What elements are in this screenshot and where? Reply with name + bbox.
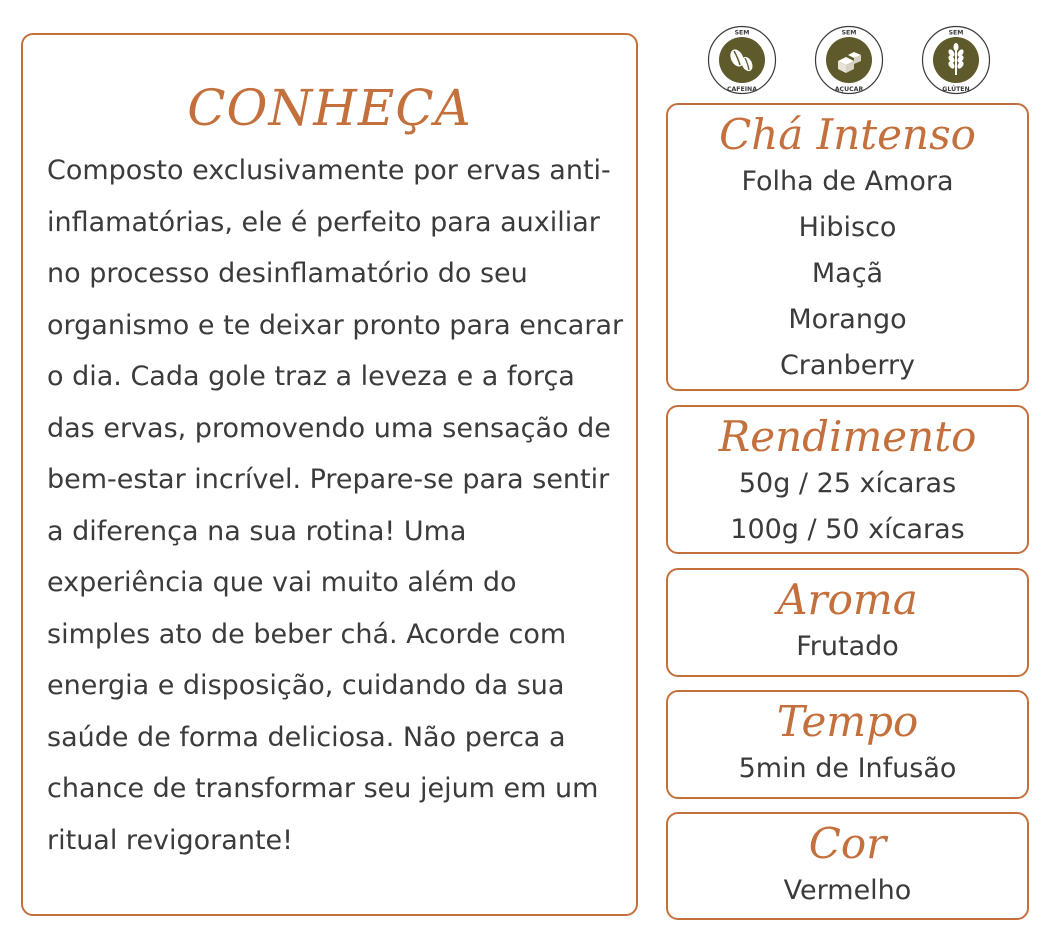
gluten-free-badge xyxy=(921,25,991,95)
yield-title: Rendimento xyxy=(718,412,977,461)
svg-text:SEM: SEM xyxy=(948,29,964,37)
ingredients-title: Chá Intenso xyxy=(719,110,976,159)
sugar-cube-icon xyxy=(814,25,884,95)
yield-card xyxy=(666,405,1029,554)
ingredient-item: Cranberry xyxy=(779,350,916,381)
aroma-card xyxy=(666,568,1029,677)
description-text: Composto exclusivamente por ervas anti-inflamatórias, ele é perfeito para auxiliar no processo desinflamatório do seu organismo e te deixar pronto para encarar o dia. Cada gole traz a leveza e a força das ervas, promovendo uma sensação de bem-estar incrível. Prepare-se para sentir a diferença na sua rotina! Uma experiência que vai muito além do simples ato de beber chá. Acorde com energia e disposição, cuidando da sua saúde de forma deliciosa. Não perca a chance de transformar seu jejum em um ritual revigorante! xyxy=(47,155,624,856)
ingredient-item: Maçã xyxy=(811,258,884,289)
ingredient-item: Morango xyxy=(788,304,907,335)
wheat-icon xyxy=(921,25,991,95)
svg-text:SEM: SEM xyxy=(841,29,857,37)
svg-text:SEM: SEM xyxy=(734,29,750,37)
yield-item: 100g / 50 xícaras xyxy=(730,514,965,545)
color-title: Cor xyxy=(808,819,887,868)
aroma-title: Aroma xyxy=(777,575,918,624)
coffee-bean-icon xyxy=(707,25,777,95)
ingredient-item: Hibisco xyxy=(798,212,897,243)
svg-text:CAFEINA: CAFEINA xyxy=(726,86,758,93)
ingredient-item: Folha de Amora xyxy=(741,166,954,197)
time-value: 5min de Infusão xyxy=(738,753,957,784)
time-card xyxy=(666,690,1029,799)
aroma-value: Frutado xyxy=(796,631,899,662)
no-caffeine-badge xyxy=(707,25,777,95)
color-card xyxy=(666,812,1029,920)
description-card xyxy=(21,33,638,916)
time-title: Tempo xyxy=(776,697,919,746)
badges-row xyxy=(707,25,992,95)
ingredients-card xyxy=(666,103,1029,391)
svg-text:AÇUCAR: AÇUCAR xyxy=(834,86,864,93)
yield-item: 50g / 25 xícaras xyxy=(738,468,957,499)
main-title: CONHEÇA xyxy=(187,79,472,137)
color-value: Vermelho xyxy=(783,875,912,906)
no-sugar-badge xyxy=(814,25,884,95)
svg-text:GLÚTEN: GLÚTEN xyxy=(942,86,970,93)
